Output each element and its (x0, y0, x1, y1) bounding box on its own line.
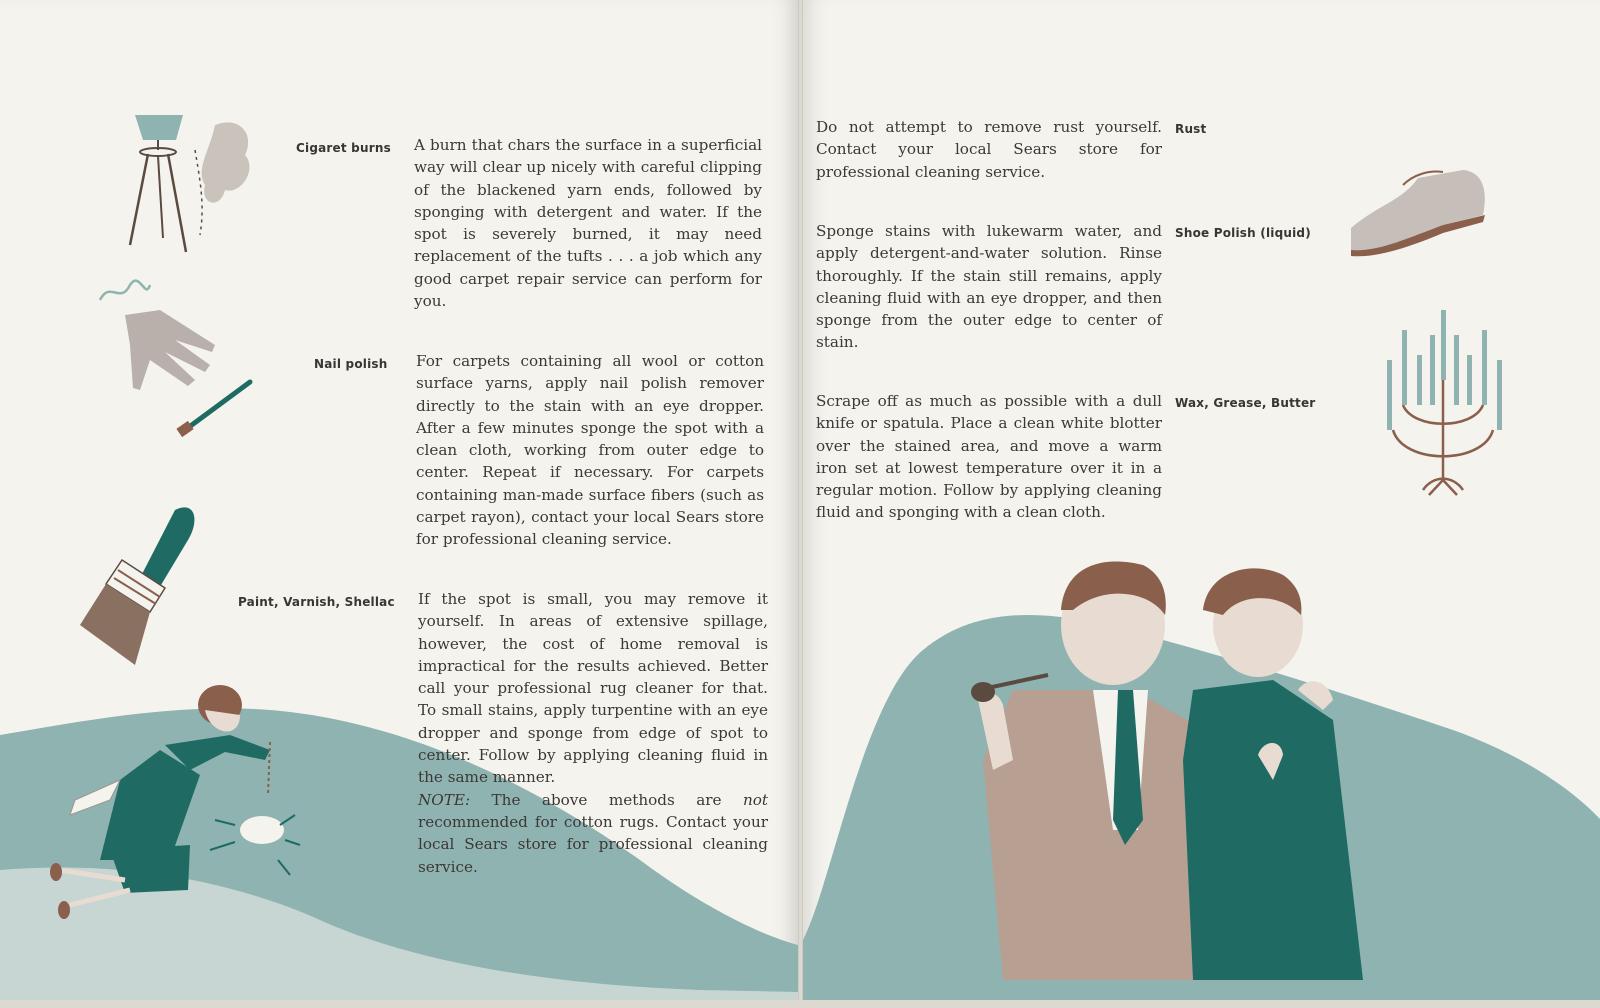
paintbrush-icon (80, 507, 194, 665)
label-paint-varnish-shellac: Paint, Varnish, Shellac (238, 595, 395, 609)
note-paragraph: NOTE: The above methods are not recommended for cotton rugs. Contact your local Sears store for professional cleaning service. (418, 790, 768, 876)
label-nail-polish: Nail polish (314, 357, 388, 371)
shoe-icon (1351, 170, 1485, 256)
label-shoe-polish: Shoe Polish (liquid) (1175, 226, 1311, 240)
candelabra-icon (1393, 380, 1493, 495)
text-shoe-polish: Sponge stains with lukewarm water, and apply detergent-and-water solution. Rinse thoroughly. If the stain still remains, apply cleaning fluid with an eye dropper, and then sponge from the outer edge to center of stain. (816, 222, 1162, 352)
left-page (0, 0, 799, 1000)
text-wax-grease-butter: Scrape off as much as possible with a dull knife or spatula. Place a clean white blotter over the stained area, and move a warm iron set at lowest temperature over it in a regular motion. Follow by applying cleaning fluid and sponging with a clean cloth. (816, 392, 1162, 522)
text-cigaret-burns: A burn that chars the surface in a superficial way will clear up nicely with careful clipping of the blackened yarn ends, followed by sponging with detergent and water. If the spot is severely burned, it may need replacement of the tufts . . . a job which any good carpet repair service can perform for you. (414, 136, 762, 311)
label-wax-grease-butter: Wax, Grease, Butter (1175, 396, 1316, 410)
label-cigaret-burns: Cigaret burns (296, 141, 391, 155)
text-nail-polish: For carpets containing all wool or cotton surface yarns, apply nail polish remover directly to the stain with an eye dropper. After a few minutes sponge the spot with a clean cloth, working from outer edge to center. Repeat if necessary. For carpets containing man-made surface fibers (such as carpet rayon), contact your local Sears store for professional cleaning service. (416, 352, 764, 549)
text-rust: Do not attempt to remove rust yourself. Contact your local Sears store for professional cleaning service. (816, 118, 1162, 181)
text-paint-varnish-shellac: If the spot is small, you may remove it yourself. In areas of extensive spillage, however, the cost of home removal is impractical for the results achieved. Better call your professional rug cleaner for that. To small stains, apply turpentine with an eye dropper and sponge from edge of spot to center. Follow by applying cleaning fluid in the same manner. NOTE: The above methods are not recommended for cotton rugs. Contact your local Sears store for professional cleaning service. (418, 588, 768, 878)
right-page (802, 0, 1600, 1000)
hand-nail-polish-icon (100, 281, 250, 437)
candles (1387, 310, 1502, 430)
ashtray-stand-icon (130, 115, 249, 252)
label-rust: Rust (1175, 122, 1207, 136)
